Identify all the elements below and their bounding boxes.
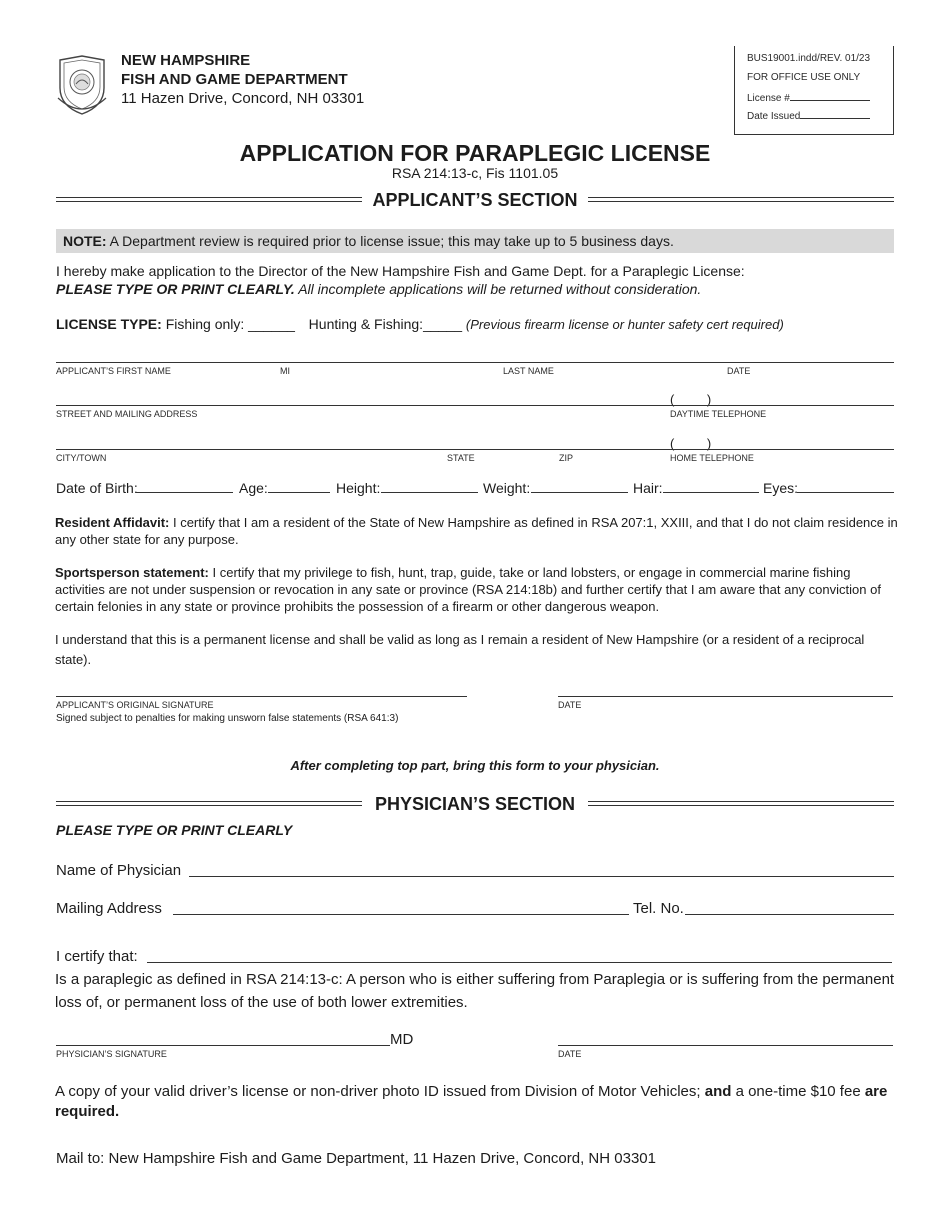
physician-tel-label: Tel. No. [633,900,684,917]
applicant-signature-label: APPLICANT’S ORIGINAL SIGNATURE [56,700,214,710]
state-label: STATE [447,453,475,463]
paraplegic-definition: Is a paraplegic as defined in RSA 214:13-c: A person who is either suffering from Paraplegia or is suffering from the permanent loss of, or permanent loss of the use of both lower extremities. [55,971,895,1011]
last-name-label: LAST NAME [503,366,554,376]
street-label: STREET AND MAILING ADDRESS [56,409,198,419]
physician-section-heading: PHYSICIAN’S SECTION [374,794,576,814]
license-number-label: License # [747,91,870,104]
name-line[interactable] [56,362,894,363]
office-use-label: FOR OFFICE USE ONLY [747,72,861,83]
physician-date-line[interactable] [558,1045,893,1046]
hair-label: Hair: [633,480,663,496]
dob-label: Date of Birth: [56,480,138,496]
height-field[interactable] [381,492,478,493]
applicant-date-line[interactable] [558,696,893,697]
certify-field[interactable] [147,962,892,963]
mail-to-text: Mail to: New Hampshire Fish and Game Department, 11 Hazen Drive, Concord, NH 03301 [56,1150,656,1167]
physician-mailing-field[interactable] [173,914,629,915]
physician-tel-field[interactable] [685,914,894,915]
applicant-date-label: DATE [558,700,582,710]
note-text: NOTE: A Department review is required prior to license issue; this may take up to 5 business days. [63,233,674,249]
hunting-fishing-option[interactable]: Hunting & Fishing:_____ [308,316,462,332]
license-number-field[interactable] [790,91,870,101]
date-issued-field[interactable] [800,109,870,119]
certify-label: I certify that: [56,948,138,965]
height-label: Height: [336,480,381,496]
print-clearly-text: PLEASE TYPE OR PRINT CLEARLY. All incomplete applications will be returned without consideration. [56,281,702,297]
physician-mailing-label: Mailing Address [56,900,162,917]
form-id: BUS19001.indd/REV. 01/23 [747,53,871,64]
note-bar [56,229,894,253]
penalty-text: Signed subject to penalties for making unsworn false statements (RSA 641:3) [56,713,399,724]
license-type-row: LICENSE TYPE: Fishing only: ______ Hunting & Fishing:_____ (Previous firearm license or hunter safety cert required) [56,316,784,332]
home-phone-parens: ( ) [670,436,712,451]
physician-date-label: DATE [558,1049,582,1059]
eyes-field[interactable] [797,492,894,493]
city-line[interactable] [56,449,894,450]
fishing-only-option[interactable]: Fishing only: ______ [165,316,295,332]
after-completing-text: After completing top part, bring this form to your physician. [290,758,660,773]
office-use-box [734,46,894,135]
date-issued-label: Date Issued [747,109,870,122]
first-name-label: APPLICANT’S FIRST NAME [56,366,171,376]
physician-name-label: Name of Physician [56,862,182,879]
age-field[interactable] [268,492,330,493]
org-name-line1: NEW HAMPSHIRE [121,52,251,69]
form-title: APPLICATION FOR PARAPLEGIC LICENSE [239,140,711,166]
hair-field[interactable] [663,492,759,493]
weight-field[interactable] [531,492,628,493]
age-label: Age: [239,480,268,496]
city-label: CITY/TOWN [56,453,107,463]
org-address: 11 Hazen Drive, Concord, NH 03301 [121,90,365,107]
eyes-label: Eyes: [763,480,799,496]
day-phone-parens: ( ) [670,392,712,407]
applicant-section-heading: APPLICANT’S SECTION [372,190,578,210]
resident-affidavit: Resident Affidavit: I certify that I am a resident of the State of New Hampshire as defined in RSA 207:1, XXIII, and that I do not claim residence in any other state for any purpose. [55,515,898,547]
home-phone-label: HOME TELEPHONE [670,453,754,463]
physician-signature-line[interactable] [56,1045,390,1046]
zip-label: ZIP [559,453,574,463]
weight-label: Weight: [483,480,531,496]
mi-label: MI [280,366,290,376]
day-phone-label: DAYTIME TELEPHONE [670,409,767,419]
copy-requirement-text: A copy of your valid driver’s license or non-driver photo ID issued from Division of Motor Vehicles; and a one-time $10 fee are required. [55,1083,888,1120]
nhfg-logo [56,54,108,116]
sportsperson-statement: Sportsperson statement: I certify that my privilege to fish, hunt, trap, guide, take or land lobsters, or engage in commercial marine fishing activities are not under suspension or revocation in any sate or province (RSA 214:18b) and further certify that I am aware that any conviction of certain felonies in any state or province prohibits the possession of a firearm or other dangerous weapon. [55,565,881,614]
dob-field[interactable] [136,492,233,493]
physician-print-clearly: PLEASE TYPE OR PRINT CLEARLY [56,822,293,838]
permanent-license-text: I understand that this is a permanent license and shall be valid as long as I remain a resident of New Hampshire (or a resident of a reciprocal state). [55,632,865,667]
physician-name-field[interactable] [189,876,894,877]
date-label: DATE [727,366,751,376]
physician-signature-label: PHYSICIAN’S SIGNATURE [56,1049,167,1059]
intro-text: I hereby make application to the Director of the New Hampshire Fish and Game Dept. for a Paraplegic License: [56,263,745,279]
street-line[interactable] [56,405,894,406]
form-subtitle: RSA 214:13-c, Fis 1101.05 [391,165,559,181]
applicant-signature-line[interactable] [56,696,467,697]
md-label: MD [390,1031,414,1048]
org-name-line2: FISH AND GAME DEPARTMENT [121,71,348,88]
